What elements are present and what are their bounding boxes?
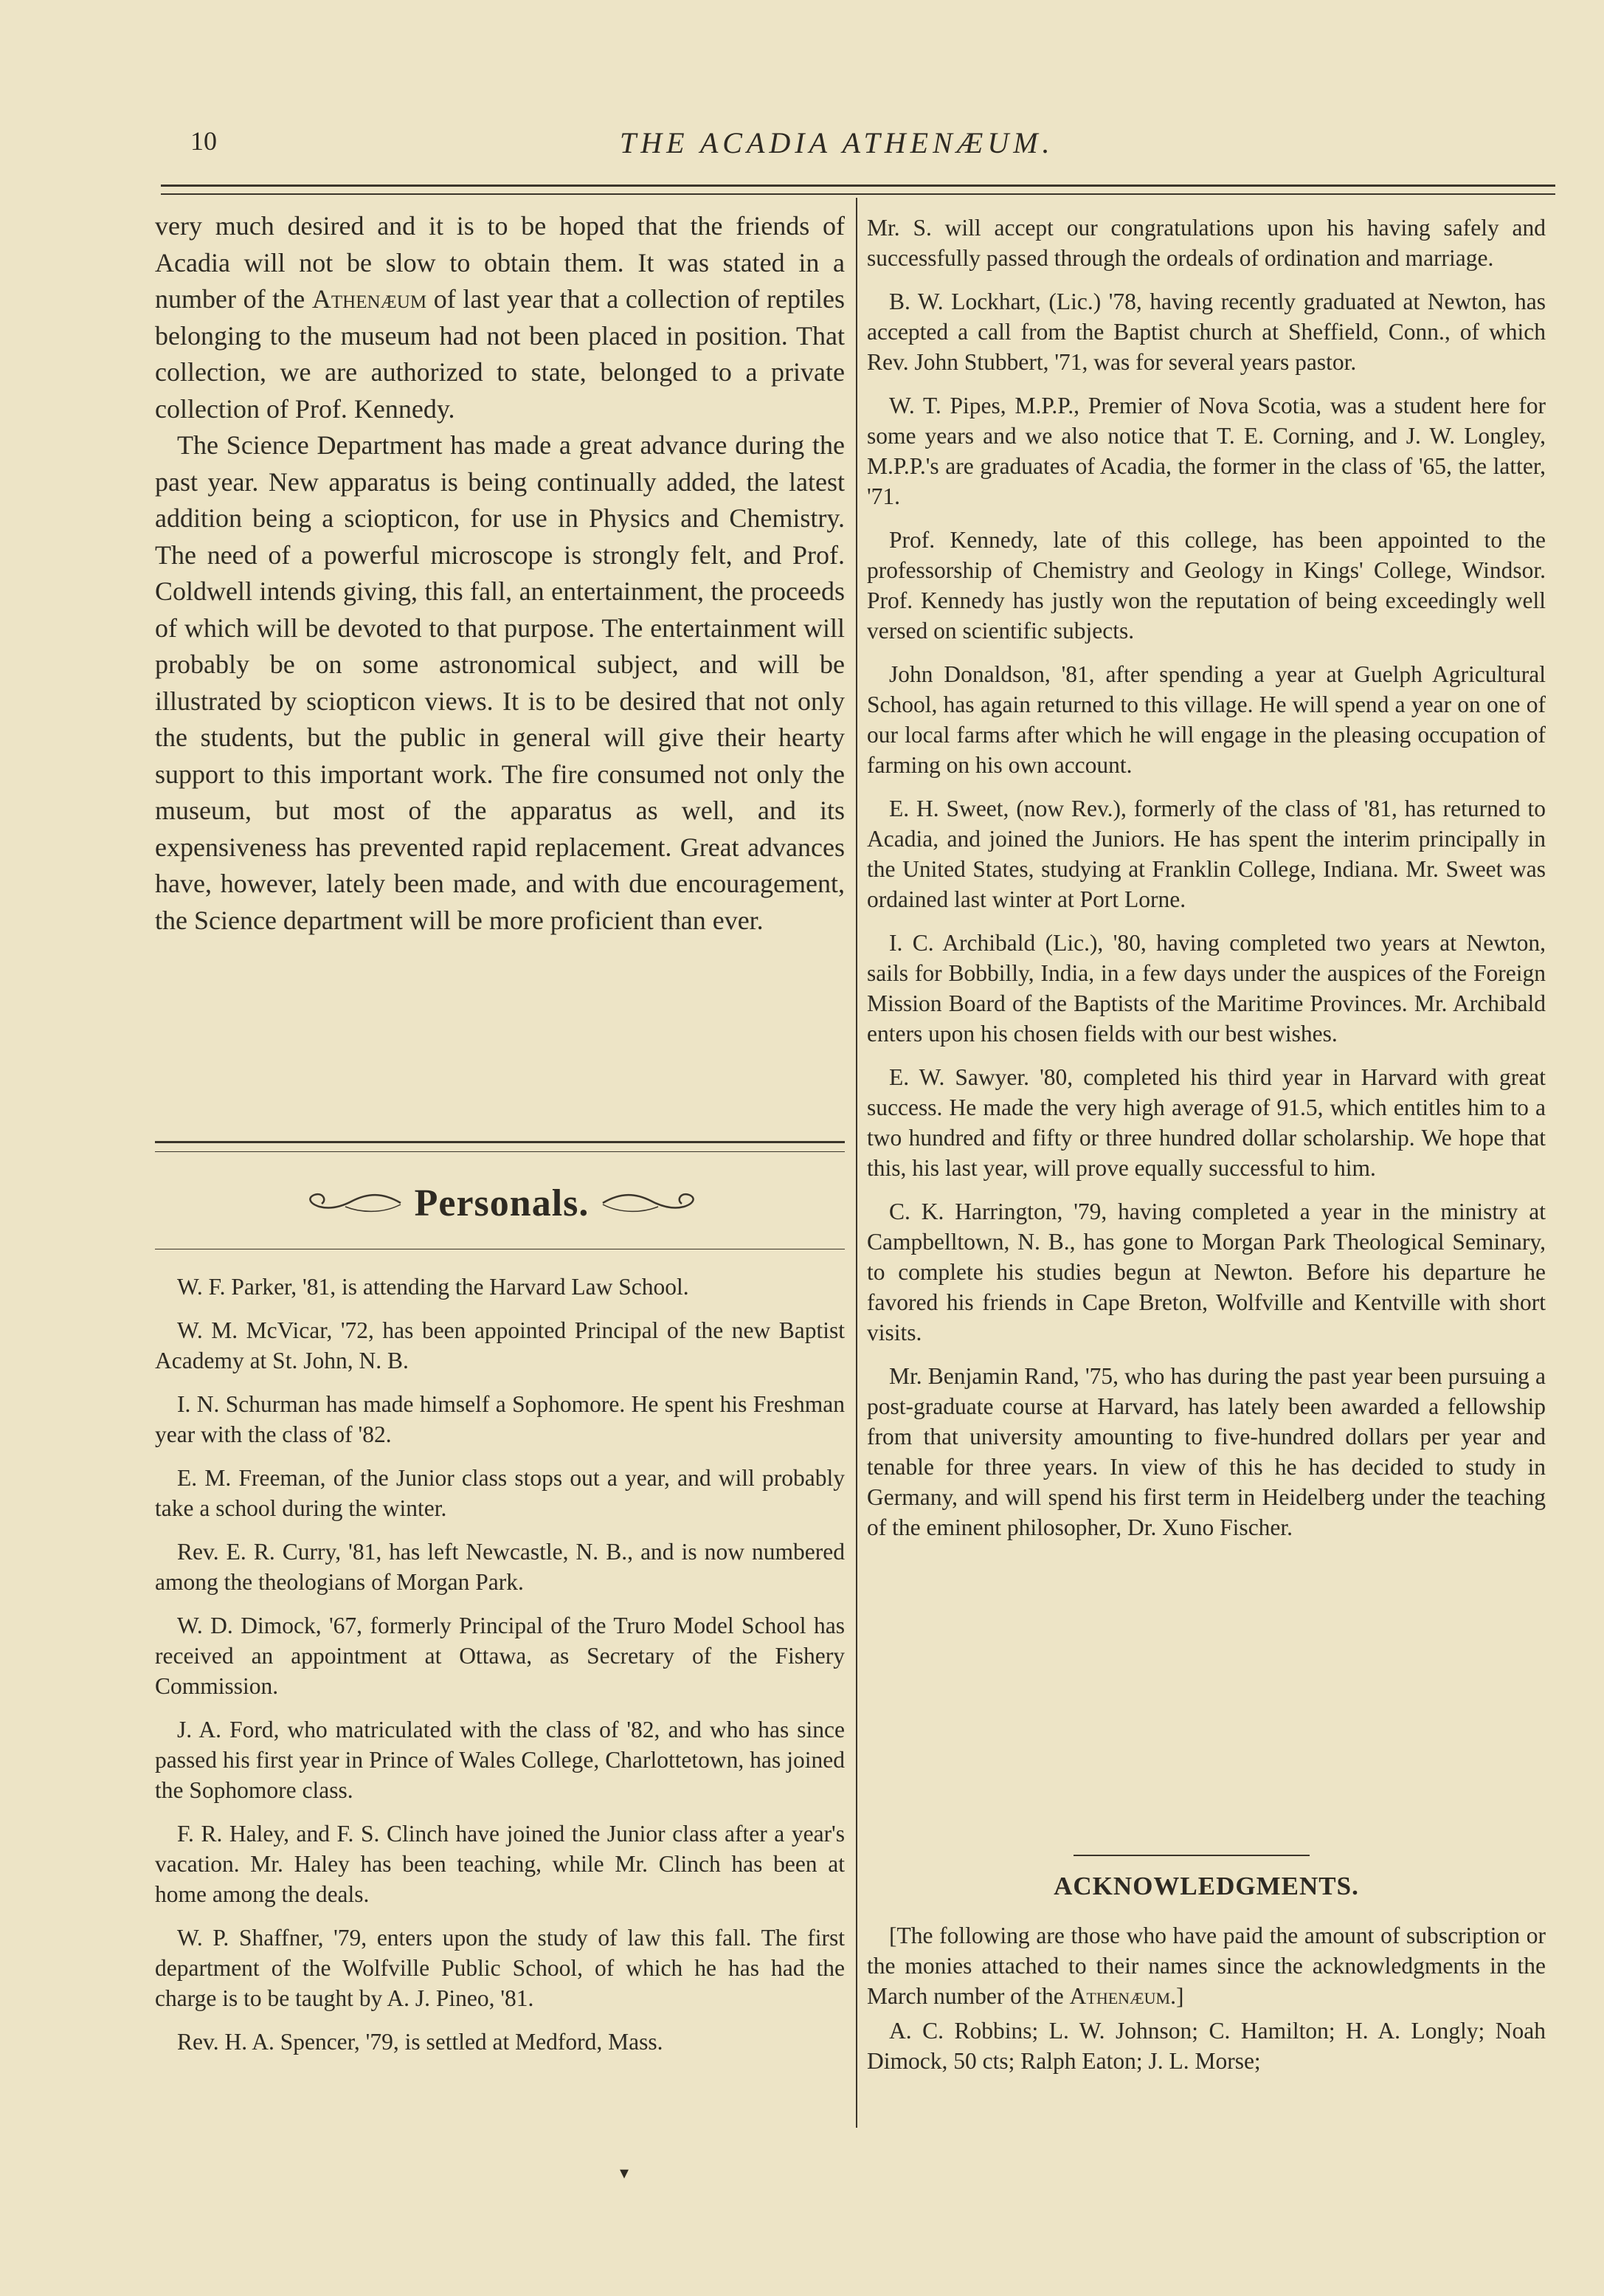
personal-item: I. N. Schurman has made himself a Sophomore. He spent his Freshman year with the class of '82. xyxy=(155,1391,845,1447)
personal-item: Mr. S. will accept our congratulations upon his having safely and successfully passed through the ordeals of ordination and marriage. xyxy=(867,215,1546,271)
personals-list xyxy=(155,1272,845,2070)
personal-item: F. R. Haley, and F. S. Clinch have joined the Junior class after a year's vacation. Mr. Haley has been teaching, while Mr. Clinch has been at home among the deals. xyxy=(155,1821,845,1907)
personal-item: W. D. Dimock, '67, formerly Principal of the Truro Model School has received an appointment at Ottawa, as Secretary of the Fishery Commission. xyxy=(155,1613,845,1699)
personal-item: I. C. Archibald (Lic.), '80, having completed two years at Newton, sails for Bobbilly, India, in a few days under the auspices of the Foreign Mission Board of the Baptists of the Maritime Provinces. Mr. Archibald enters upon his chosen fields with our best wishes. xyxy=(867,930,1546,1047)
acknowledgments-heading: ACKNOWLEDGMENTS. xyxy=(1054,1872,1359,1900)
bottom-mark: ▾ xyxy=(620,2164,629,2183)
personals-title: Personals. xyxy=(414,1182,590,1224)
acknowledgments-intro xyxy=(867,1920,1546,2011)
personal-item: Rev. H. A. Spencer, '79, is settled at Medford, Mass. xyxy=(177,2029,663,2055)
article-paragraph-1-end: of last year that a collection of reptiles belonging to the museum had not been placed in position. That collection, we are authorized to state, belonged to a private collection of Prof. Kennedy. xyxy=(155,284,846,424)
personal-item: E. H. Sweet, (now Rev.), formerly of the class of '81, has returned to Acadia, and joined the Juniors. He has spent the interim principally in the United States, studying at Franklin College, Indiana. Mr. Sweet was ordained last winter at Port Lorne. xyxy=(867,796,1546,912)
personal-item: B. W. Lockhart, (Lic.) '78, having recently graduated at Newton, has accepted a call from the Baptist church at Sheffield, Conn., of which Rev. John Stubbert, '71, was for several years pastor. xyxy=(867,289,1546,375)
header-rule xyxy=(161,185,1555,187)
section-rule-bottom xyxy=(155,1151,845,1152)
page-number: 10 xyxy=(190,126,217,156)
athenaeum-ref: Athenæum. xyxy=(1069,1983,1176,2009)
article-paragraph-1 xyxy=(155,208,845,427)
personal-item: C. K. Harrington, '79, having completed a year in the ministry at Campbelltown, N. B., has gone to Morgan Park Theological Seminary, to complete his studies begun at Newton. Before his departure he favored his friends in Cape Breton, Wolfville and Kentville with short visits. xyxy=(867,1199,1546,1345)
personal-item: W. F. Parker, '81, is attending the Harvard Law School. xyxy=(177,1274,689,1300)
personal-item: E. M. Freeman, of the Junior class stops out a year, and will probably take a school during the winter. xyxy=(155,1465,845,1521)
personal-item: W. M. McVicar, '72, has been appointed Principal of the new Baptist Academy at St. John, N. B. xyxy=(155,1317,845,1373)
article-paragraph-2: The Science Department has made a great advance during the past year. New apparatus is being continually added, the latest addition being a sciopticon, for use in Physics and Chemistry. The need of a powerful microscope is strongly felt, and Prof. Coldwell intends giving, this fall, an entertainment, the proceeds of which will be devoted to that purpose. The entertainment will probably be on some astronomical subject, and will be illustrated by sciopticon views. It is to be desired that not only the students, but the public in general will give their hearty support to this important work. The fire consumed not only the museum, but most of the apparatus as well, and its expensiveness has prevented rapid replacement. Great advances have, however, lately been made, and with due encouragement, the Science department will be more proficient than ever. xyxy=(155,430,845,935)
right-flourish-icon xyxy=(599,1185,702,1221)
running-title: THE ACADIA ATHENÆUM. xyxy=(620,126,1054,159)
acknowledgments-intro-end: ] xyxy=(1175,1983,1184,2009)
personal-item: Rev. E. R. Curry, '81, has left Newcastle, N. B., and is now numbered among the theologians of Morgan Park. xyxy=(155,1539,845,1595)
right-column-personals xyxy=(867,213,1546,1556)
personal-item: J. A. Ford, who matriculated with the class of '82, and who has since passed his first year in Prince of Wales College, Charlottetown, has joined the Sophomore class. xyxy=(155,1717,845,1803)
personals-heading xyxy=(295,1173,708,1233)
personal-item: Prof. Kennedy, late of this college, has been appointed to the professorship of Chemistry and Geology in Kings' College, Windsor. Prof. Kennedy has justly won the reputation of being exceedingly well versed on scientific subjects. xyxy=(867,527,1546,644)
header-rule-thin xyxy=(161,193,1555,195)
personal-item: E. W. Sawyer. '80, completed his third year in Harvard with great success. He made the very high average of 91.5, which entitles him to a two hundred and fifty or three hundred dollar scholarship. We hope that this, his last year, will prove equally successful to him. xyxy=(867,1064,1546,1181)
section-rule-top xyxy=(155,1141,845,1143)
personal-item: W. T. Pipes, M.P.P., Premier of Nova Scotia, was a student here for some years and we also notice that T. E. Corning, and J. W. Longley, M.P.P.'s are graduates of Acadia, the former in the class of '65, the latter, '71. xyxy=(867,393,1546,509)
acknowledgments-intro-start: [The following are those who have paid the amount of subscription or the monies attached to their names since the acknowledgments in the March number of the xyxy=(867,1923,1546,2009)
column-divider xyxy=(856,198,857,2128)
acknowledgments-names: A. C. Robbins; L. W. Johnson; C. Hamilton; H. A. Longly; Noah Dimock, 50 cts; Ralph Eaton; J. L. Morse; xyxy=(867,2018,1546,2074)
personal-item: Mr. Benjamin Rand, '75, who has during the past year been pursuing a post-graduate course at Harvard, has lately been awarded a fellowship from that university amounting to five-hundred dollars per year and tenable for three years. In view of this he has decided to study in Germany, and will spend his first term in Heidelberg under the teaching of the eminent philosopher, Dr. Xuno Fischer. xyxy=(867,1363,1546,1540)
article-paragraph-1-start: very much desired and it is to be hoped that the friends of Acadia will not be slow to obtain them. It was stated in a number of the xyxy=(155,211,845,314)
personal-item: John Donaldson, '81, after spending a year at Guelph Agricultural School, has again returned to this village. He will spend a year on one of our local farms after which he will engage in the pleasing occupation of farming on his own account. xyxy=(867,661,1546,778)
acknowledgments-section xyxy=(867,1920,1546,2089)
athenaeum-ref: Athenæum xyxy=(311,284,427,314)
left-column-article xyxy=(155,208,845,939)
acknowledgments-rule xyxy=(1074,1855,1310,1856)
personal-item: W. P. Shaffner, '79, enters upon the study of law this fall. The first department of the Wolfville Public School, of which he has had the charge is to be taught by A. J. Pineo, '81. xyxy=(155,1925,845,2011)
left-flourish-icon xyxy=(301,1185,404,1221)
